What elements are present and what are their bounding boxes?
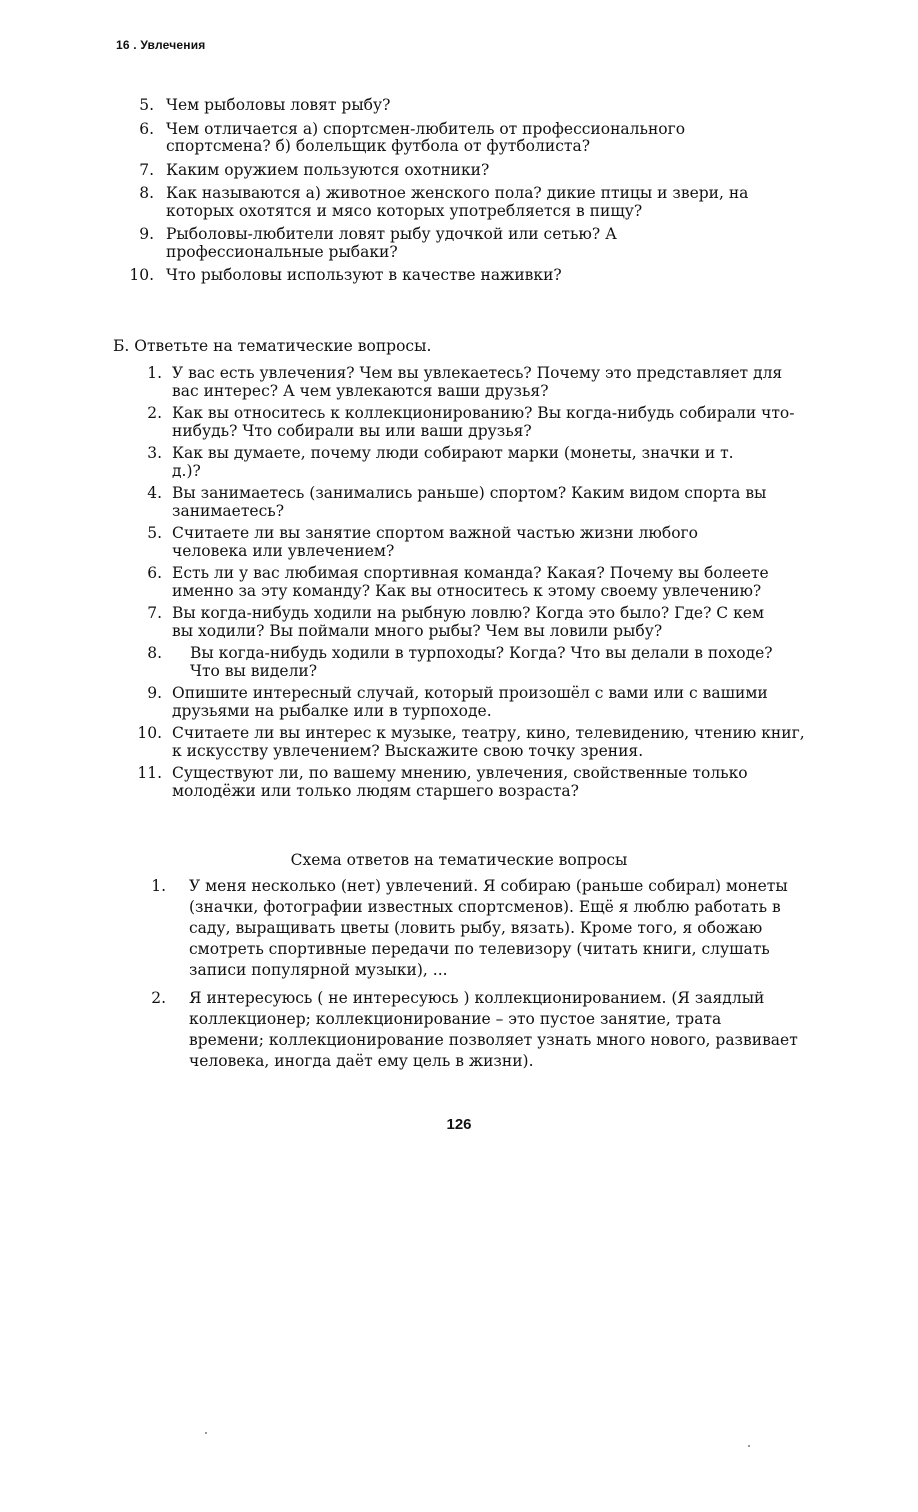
question-number: 10. [137,724,162,742]
answer-item [130,876,830,981]
question-number: 6. [147,564,162,582]
question-number: 4. [147,484,162,502]
question-number: 11. [137,764,162,782]
thematic-questions-list [128,365,828,800]
question-text: Как вы относитесь к коллекционированию? Вы когда-нибудь собирали что-нибудь? Что собирали вы или ваши друзья? [172,404,795,440]
question-item [128,605,828,640]
page-number: 126 [446,1116,472,1133]
question-number: 5. [139,96,154,114]
question-text: Есть ли у вас любимая спортивная команда? Какая? Почему вы болеете именно за эту команду? Как вы относитесь к этому своему увлечению? [172,564,769,600]
section-b-heading: Б. Ответьте на тематические вопросы. [113,337,432,355]
scan-speck [748,1445,750,1447]
question-item [128,525,828,560]
answer-number: 1. [151,877,166,895]
question-text: Опишите интересный случай, который произошёл с вами или с вашими друзьями на рыбалке или в турпоходе. [172,684,768,720]
question-number: 1. [147,364,162,382]
question-item [120,121,820,156]
question-text: Как называются а) животное женского пола? дикие птицы и звери, на которых охотятся и мясо которых употребляется в пищу? [166,184,749,220]
question-text: У вас есть увлечения? Чем вы увлекаетесь? Почему это представляет для вас интерес? А чем увлекаются ваши друзья? [172,364,783,400]
question-text: Вы когда-нибудь ходили в турпоходы? Когда? Что вы делали в походе? Что вы видели? [190,644,773,680]
question-text: Чем отличается а) спортсмен-любитель от профессионального спортсмена? б) болельщик футбола от футболиста? [166,119,686,155]
question-item [128,365,828,400]
answer-text: У меня несколько (нет) увлечений. Я собираю (раньше собирал) монеты (значки, фотографии известных спортсменов). Ещё я люблю работать в саду, выращивать цветы (ловить рыбу, вязать). Кроме того, я обожаю смотреть спортивные передачи по телевизору (читать книги, слушать записи популярной музыки), ... [189,877,788,979]
question-number: 8. [139,184,154,202]
question-number: 9. [139,225,154,243]
question-item [120,185,820,220]
question-text: Считаете ли вы интерес к музыке, театру, кино, телевидению, чтению книг, к искусству увлечением? Выскажите свою точку зрения. [172,724,805,760]
answer-scheme-title: Схема ответов на тематические вопросы [290,851,628,869]
running-head: 16 . Увлечения [116,38,206,52]
answer-item [130,988,830,1072]
answer-number: 2. [151,989,166,1007]
question-text: Как вы думаете, почему люди собирают марки (монеты, значки и т. д.)? [172,444,734,480]
question-item [120,226,820,261]
question-item [128,645,828,680]
question-list-a [120,97,820,285]
answer-text: Я интересуюсь ( не интересуюсь ) коллекционированием. (Я заядлый коллекционер; коллекционирование – это пустое занятие, трата времени; коллекционирование позволяет узнать много нового, развивает человека, иногда даёт ему цель в жизни). [189,989,798,1070]
question-item [128,725,828,760]
question-item [128,445,828,480]
question-number: 2. [147,404,162,422]
question-text: Каким оружием пользуются охотники? [166,160,490,179]
question-text: Чем рыболовы ловят рыбу? [166,96,391,114]
question-item [128,765,828,800]
question-item [128,685,828,720]
question-item [128,565,828,600]
question-number: 3. [147,444,162,462]
question-item [128,485,828,520]
question-text: Рыболовы-любители ловят рыбу удочкой или сетью? А профессиональные рыбаки? [166,225,617,261]
question-number: 10. [129,266,154,284]
question-text: Что рыболовы используют в качестве наживки? [166,266,562,284]
question-number: 6. [139,119,154,138]
question-text: Вы когда-нибудь ходили на рыбную ловлю? Когда это было? Где? С кем вы ходили? Вы поймали много рыбы? Чем вы ловили рыбу? [172,604,765,640]
question-item [120,267,820,285]
question-number: 7. [139,160,154,179]
question-number: 5. [147,524,162,542]
question-number: 9. [147,684,162,702]
question-number: 8. [147,644,162,662]
question-number: 7. [147,604,162,622]
question-item [120,97,820,115]
question-item [120,162,820,180]
answer-scheme-list [130,876,830,1072]
question-text: Вы занимаетесь (занимались раньше) спортом? Каким видом спорта вы занимаетесь? [172,484,767,520]
question-text: Существуют ли, по вашему мнению, увлечения, свойственные только молодёжи или только людям старшего возраста? [172,764,748,800]
question-item [128,405,828,440]
scan-speck [205,1432,207,1434]
question-text: Считаете ли вы занятие спортом важной частью жизни любого человека или увлечением? [172,524,699,560]
